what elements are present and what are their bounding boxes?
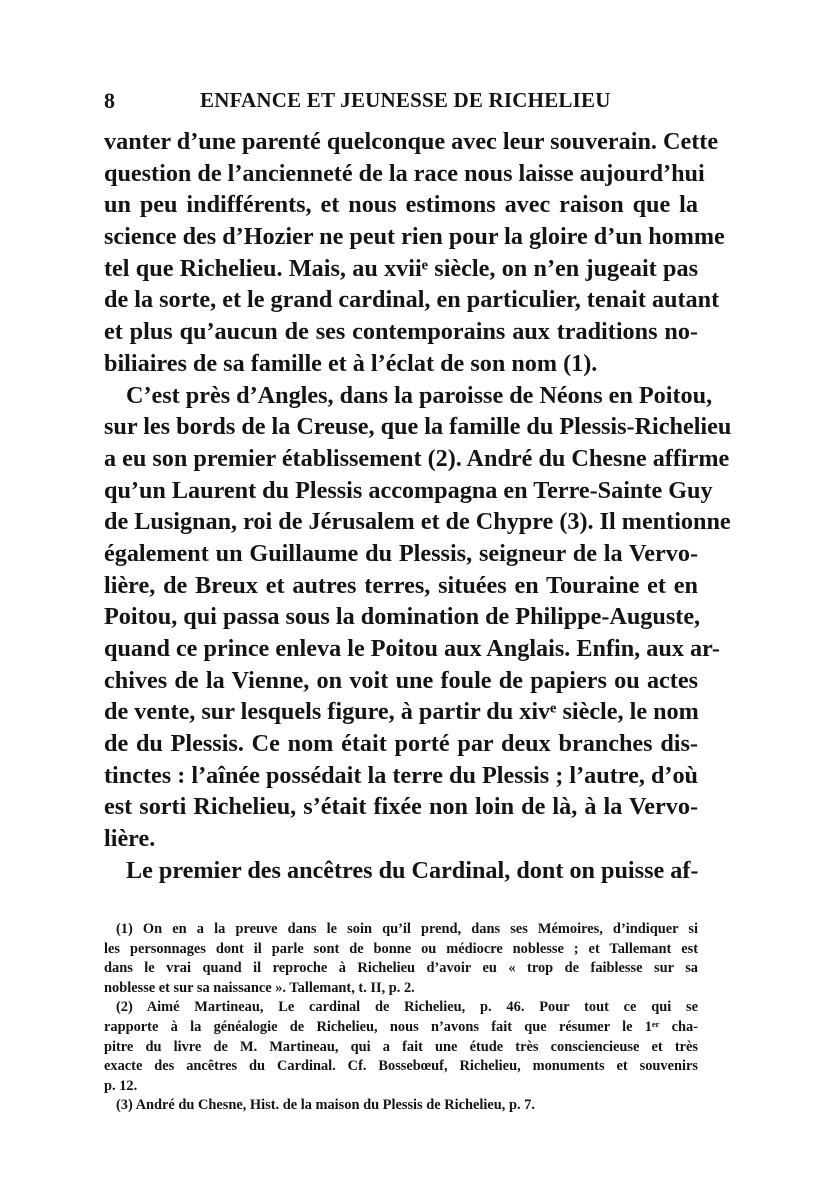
footnote-line: rapporte à la généalogie de Richelieu, nous n’avons fait que résumer le 1ᵉʳ cha- [104, 1018, 698, 1035]
text-line: vanter d’une parenté quelconque avec leur souverain. Cette [104, 128, 719, 155]
text-line: de Lusignan, roi de Jérusalem et de Chypre (3). Il mentionne [104, 508, 731, 536]
page-header [104, 88, 698, 120]
text-line: et plus qu’aucun de ses contemporains aux traditions no- [104, 318, 698, 346]
text-line: également un Guillaume du Plessis, seigneur de la Vervo- [104, 539, 698, 567]
footnote-line: pitre du livre de M. Martineau, qui a fait une étude très consciencieuse et très [104, 1038, 698, 1055]
text-line: Le premier des ancêtres du Cardinal, dont on puisse af- [126, 856, 699, 884]
footnote-line: p. 12. [104, 1077, 138, 1094]
footnote-line: (3) André du Chesne, Hist. de la maison du Plessis de Richelieu, p. 7. [116, 1097, 535, 1114]
text-line: chives de la Vienne, on voit une foule de papiers ou actes [104, 666, 698, 694]
text-line: sur les bords de la Creuse, que la famille du Plessis-Richelieu [104, 413, 732, 441]
text-line: qu’un Laurent du Plessis accompagna en Terre-Sainte Guy [104, 476, 713, 504]
footnote-line: dans le vrai quand il reproche à Richelieu d’avoir eu « trop de faiblesse sur sa [104, 960, 698, 977]
text-line: quand ce prince enleva le Poitou aux Anglais. Enfin, aux ar- [104, 635, 720, 662]
footnote-line: (1) On en a la preuve dans le soin qu’il prend, dans ses Mémoires, d’indiquer si [116, 921, 698, 937]
footnote-line: exacte des ancêtres du Cardinal. Cf. Bossebœuf, Richelieu, monuments et souvenirs [104, 1058, 698, 1075]
footnote-line: noblesse et sur sa naissance ». Tallemant, t. II, p. 2. [104, 979, 415, 996]
text-line: lière. [104, 825, 156, 853]
text-line: a eu son premier établissement (2). André du Chesne affirme [104, 444, 730, 472]
text-line: science des d’Hozier ne peut rien pour la gloire d’un homme [104, 223, 725, 251]
text-line: de la sorte, et le grand cardinal, en particulier, tenait autant [104, 286, 720, 314]
text-line: un peu indifférents, et nous estimons avec raison que la [104, 191, 698, 219]
text-line: C’est près d’Angles, dans la paroisse de Néons en Poitou, [126, 381, 713, 409]
page-number: 8 [104, 88, 115, 113]
footnotes [104, 920, 698, 1116]
main-text [104, 126, 732, 887]
text-line: lière, de Breux et autres terres, situées en Touraine et en [104, 571, 698, 599]
text-line: Poitou, qui passa sous la domination de Philippe-Auguste, [104, 603, 701, 631]
footnote-line: (2) Aimé Martineau, Le cardinal de Richelieu, p. 46. Pour tout ce qui se [116, 999, 698, 1016]
text-line: question de l’ancienneté de la race nous laisse aujourd’hui [104, 159, 705, 187]
text-line: biliaires de sa famille et à l’éclat de son nom (1). [104, 349, 598, 377]
text-line: tel que Richelieu. Mais, au xviiᵉ siècle, on n’en jugeait pas [104, 254, 698, 282]
running-title: ENFANCE ET JEUNESSE DE RICHELIEU [200, 88, 611, 112]
text-line: tinctes : l’aînée possédait la terre du Plessis ; l’autre, d’où [104, 761, 698, 789]
text-line: est sorti Richelieu, s’était fixée non loin de là, à la Vervo- [104, 793, 698, 821]
text-line: de vente, sur lesquels figure, à partir du xivᵉ siècle, le nom [104, 698, 699, 726]
footnote-line: les personnages dont il parle sont de bonne ou médiocre noblesse ; et Tallemant est [104, 940, 698, 957]
text-line: de du Plessis. Ce nom était porté par deux branches dis- [104, 730, 698, 758]
